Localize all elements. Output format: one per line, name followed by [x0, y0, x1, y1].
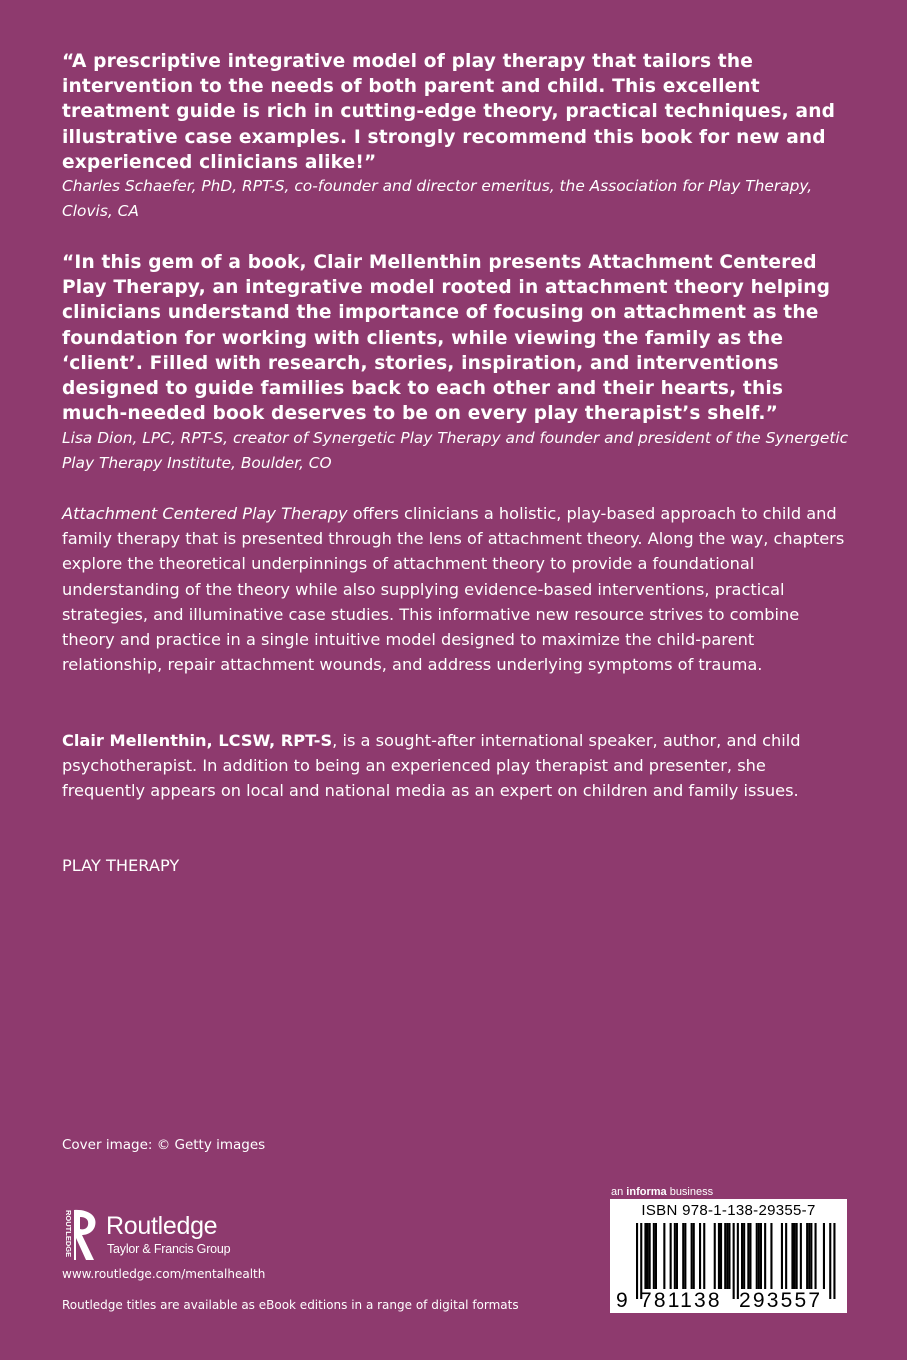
- barcode-bar: [823, 1223, 825, 1289]
- barcode-bar: [747, 1223, 749, 1289]
- barcode-bar: [791, 1223, 793, 1289]
- barcode-bar: [644, 1223, 646, 1289]
- barcode-bar: [714, 1223, 716, 1289]
- barcode-bar: [733, 1223, 735, 1299]
- barcode-bar: [770, 1223, 772, 1289]
- barcode-bar: [756, 1223, 758, 1289]
- barcode-bar: [663, 1223, 665, 1289]
- informa-business-tag: an informa business: [611, 1186, 714, 1198]
- isbn-label: ISBN 978-1-138-29355-7: [641, 1202, 816, 1219]
- publisher-logo: [62, 1208, 292, 1264]
- barcode-bar: [737, 1223, 739, 1299]
- barcode-bar: [640, 1223, 642, 1299]
- publisher-website[interactable]: www.routledge.com/mentalhealth: [62, 1267, 266, 1281]
- barcode-bar: [806, 1223, 808, 1289]
- barcode-bar: [670, 1223, 672, 1289]
- book-title: Attachment Centered Play Therapy: [62, 504, 348, 523]
- barcode-bar: [728, 1223, 730, 1289]
- barcode-bar: [647, 1223, 649, 1289]
- barcode-bar: [676, 1223, 678, 1289]
- barcode-bar: [796, 1223, 798, 1289]
- review-attribution-1: Charles Schaefer, PhD, RPT-S, co-founder and director emeritus, the Association for Play Therapy, Clovis, CA: [62, 177, 813, 220]
- barcode-bar: [693, 1223, 695, 1289]
- description-text: offers clinicians a holistic, play-based approach to child and family therapy that is presented through the lens of attachment theory. Along the way, chapters explore the theoretical underpinnings of attachment theory to provide a foundational understanding of the theory while also supplying evidence-based interventions, practical strategies, and illuminative case studies. This informative new resource strives to combine theory and practice in a single intuitive model designed to maximize the child-parent relationship, repair attachment wounds, and address underlying symptoms of trauma.: [62, 504, 845, 675]
- barcode-digit-first: 9: [616, 1289, 628, 1312]
- barcode-bar: [781, 1223, 783, 1289]
- ebook-note: Routledge titles are available as eBook editions in a range of digital formats: [62, 1298, 519, 1312]
- barcode-bar: [684, 1223, 686, 1289]
- subject-category: PLAY THERAPY: [62, 856, 180, 875]
- publisher-name: Routledge: [106, 1212, 218, 1240]
- barcode-bar: [691, 1223, 693, 1289]
- barcode-digits-right: 293557: [739, 1289, 823, 1312]
- author-bio-text: , is a sought-after international speaker, author, and child psychotherapist. In addition to being an experienced play therapist and presenter, she frequently appears on local and national media as an expert on children and family issues.: [62, 731, 801, 801]
- barcode-bar: [800, 1223, 802, 1289]
- barcode-bar: [810, 1223, 812, 1289]
- barcode-bar: [724, 1223, 726, 1289]
- review-attribution-2: Lisa Dion, LPC, RPT-S, creator of Synergetic Play Therapy and founder and president of the Synergetic Play Therapy Institute, Boulder, CO: [62, 429, 849, 472]
- author-name: Clair Mellenthin, LCSW, RPT-S: [62, 731, 333, 750]
- barcode-bar: [653, 1223, 655, 1289]
- barcode-bar: [718, 1223, 720, 1289]
- review-quote-2: “In this gem of a book, Clair Mellenthin presents Attachment Centered Play Therapy, an integrative model rooted in attachment theory helping clinicians understand the importance of focusing on attachment as the foundation for working with clients, while viewing the family as the ‘client’. Filled with research, stories, inspiration, and interventions designed to guide families back to each other and their hearts, this much-needed book deserves to be on every play therapist’s shelf.”: [62, 252, 831, 425]
- barcode-bar: [749, 1223, 751, 1289]
- publisher-group: Taylor & Francis Group: [107, 1242, 231, 1256]
- barcode-bar: [758, 1223, 760, 1289]
- book-description: [62, 501, 852, 677]
- barcode-bar: [815, 1223, 817, 1289]
- review-quote-1: “A prescriptive integrative model of play therapy that tailors the intervention to the needs of both parent and child. This excellent treatment guide is rich in cutting-edge theory, practical techniques, and illustrative case examples. I strongly recommend this book for new and experienced clinicians alike!”: [62, 51, 836, 173]
- informa-brand: informa: [626, 1186, 667, 1198]
- barcode-bar: [703, 1223, 705, 1289]
- barcode-bar: [833, 1223, 835, 1299]
- barcode-bar: [743, 1223, 745, 1289]
- logo-spine-text: ROUTLEDGE: [64, 1210, 73, 1258]
- barcode-bar: [720, 1223, 722, 1289]
- author-bio: [62, 728, 852, 804]
- barcode-bar: [741, 1223, 743, 1289]
- barcode-bar: [760, 1223, 762, 1289]
- isbn-barcode: [610, 1199, 847, 1313]
- barcode-bar: [699, 1223, 701, 1289]
- barcode-bar: [636, 1223, 638, 1299]
- barcode-bar: [794, 1223, 796, 1289]
- barcode-bar: [674, 1223, 676, 1289]
- barcode-bar: [764, 1223, 766, 1289]
- barcode-bar: [785, 1223, 787, 1289]
- cover-image-credit: Cover image: © Getty images: [62, 1137, 266, 1153]
- barcode-bar: [829, 1223, 831, 1299]
- barcode-bar: [649, 1223, 651, 1289]
- barcode-bar: [682, 1223, 684, 1289]
- barcode-bar: [726, 1223, 728, 1289]
- routledge-logo-icon: [62, 1208, 100, 1264]
- barcode-bar: [655, 1223, 657, 1289]
- barcode-digits-left: 781138: [640, 1289, 722, 1312]
- barcode-bar: [808, 1223, 810, 1289]
